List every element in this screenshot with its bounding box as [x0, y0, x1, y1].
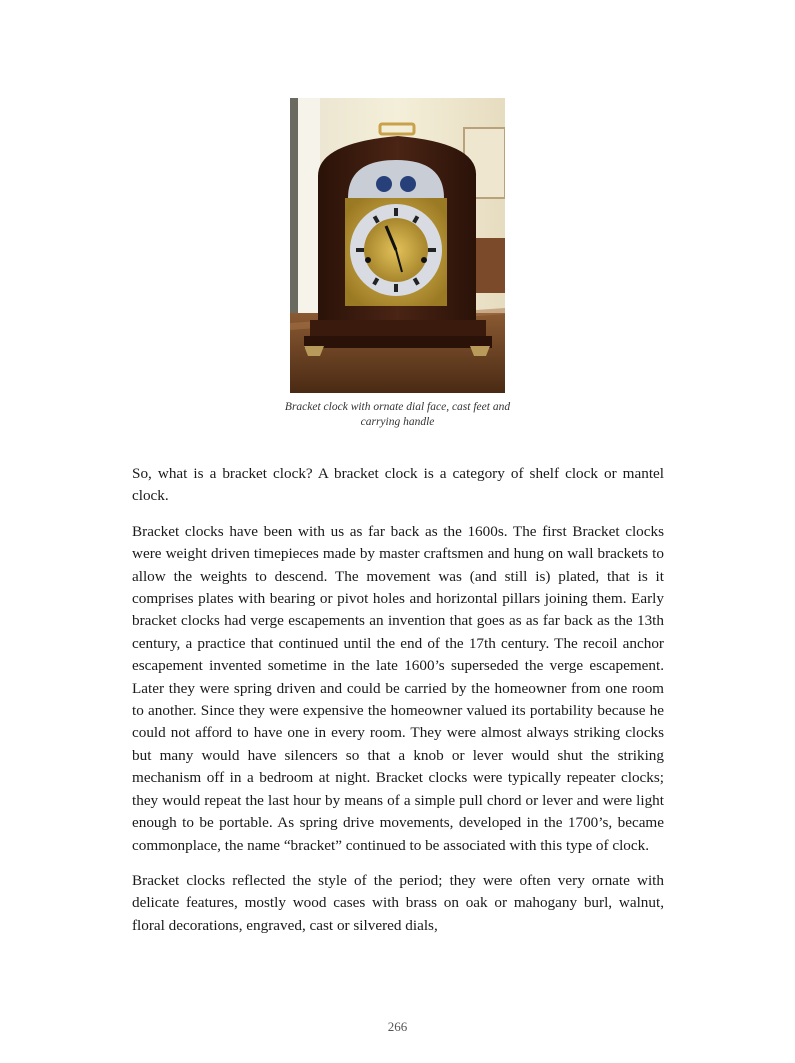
page-number: 266	[387, 1019, 408, 1034]
paragraph-intro: So, what is a bracket clock? A bracket clock is a category of shelf clock or mantel clock.	[132, 465, 664, 505]
paragraph-style: Bracket clocks reflected the style of the period; they were often very ornate with delicate features, mostly wood cases with brass on oak or mahogany burl, walnut, floral decorations, engraved, cast or silvered dials,	[132, 871, 664, 934]
body-text	[132, 463, 664, 950]
bracket-clock-photo	[290, 98, 505, 393]
paragraph-history: Bracket clocks have been with us as far back as the 1600s. The first Bracket clocks were weight driven timepieces made by master craftsmen and hung on wall brackets to allow the weights to descend. The movement was (and still is) plated, that is it comprises plates with bearing or pivot holes and horizontal pillars joining them. Early bracket clocks had verge escapements an invention that goes as as far back as the 13th century, a practice that continued until the end of the 17th century. The recoil anchor escapement invented sometime in the late 1600’s superseded the verge escapement. Later they were spring driven and could be carried by the homeowner from one room to another. Since they were expensive the homeowner valued its portability because he could not afford to have one in every room. They were almost always striking clocks but many would have silencers so that a knob or lever would shut the striking mechanism off in a bedroom at night. Bracket clocks were typically repeater clocks; they would repeat the last hour by means of a simple pull chord or lever and were light enough to be portable. As spring drive movements, developed in the 1700’s, became commonplace, the name “bracket” continued to be associated with this type of clock.	[132, 522, 664, 854]
figure-caption: Bracket clock with ornate dial face, cast feet and carrying handle	[284, 401, 511, 428]
